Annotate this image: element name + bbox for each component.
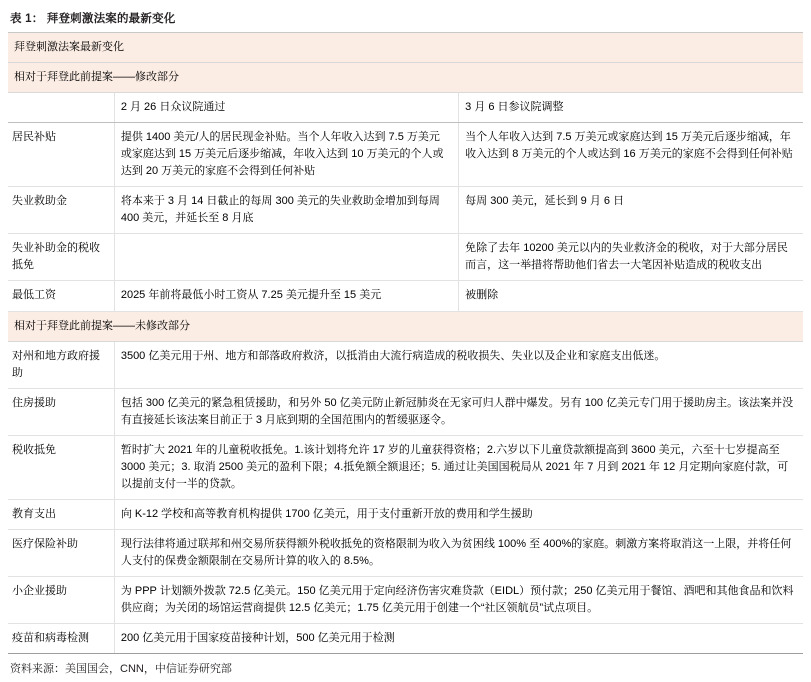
row-text: 3500 亿美元用于州、地方和部落政府救济，以抵消由大流行病造成的税收损失、失业以及企业和家庭支出低迷。 <box>114 341 803 388</box>
table-row <box>8 388 803 435</box>
table-row <box>8 499 803 529</box>
row-house-text <box>114 234 458 281</box>
column-header-senate: 3 月 6 日参议院调整 <box>459 93 803 123</box>
row-label: 最低工资 <box>8 281 114 311</box>
column-header-label <box>8 93 114 123</box>
table-row <box>8 529 803 576</box>
row-label: 税收抵免 <box>8 435 114 499</box>
row-label: 小企业援助 <box>8 577 114 624</box>
table-row <box>8 187 803 234</box>
row-text: 包括 300 亿美元的紧急租赁援助，和另外 50 亿美元防止新冠肺炎在无家可归人群中爆发。另有 100 亿美元专门用于援助房主。该法案并没有直接延长该法案目前正于 3 月底到期的全国范围内的暂缓驱逐令。 <box>114 388 803 435</box>
row-text: 向 K-12 学校和高等教育机构提供 1700 亿美元，用于支付重新开放的费用和学生援助 <box>114 499 803 529</box>
source-note: 资料来源：美国国会，CNN，中信证券研究部 <box>10 663 232 676</box>
row-senate-text: 每周 300 美元，延长到 9 月 6 日 <box>459 187 803 234</box>
row-house-text: 提供 1400 美元/人的居民现金补贴。当个人年收入达到 7.5 万美元或家庭达到 15 万美元后逐步缩减，年收入达到 10 万美元的个人或达到 20 万美元的家庭不会得到任何补贴 <box>114 123 458 187</box>
table-caption: 表 1： 拜登刺激法案的最新变化 <box>10 13 176 25</box>
row-label: 住房援助 <box>8 388 114 435</box>
table-title: 拜登刺激法案最新变化 <box>8 33 803 63</box>
section-title-unmodified: 相对于拜登此前提案——未修改部分 <box>8 311 803 341</box>
section-title-modified: 相对于拜登此前提案——修改部分 <box>8 63 803 93</box>
section-header-modified <box>8 63 803 93</box>
row-label: 居民补贴 <box>8 123 114 187</box>
row-label: 失业补助金的税收抵免 <box>8 234 114 281</box>
stimulus-comparison-table <box>8 32 803 654</box>
row-senate-text: 被删除 <box>459 281 803 311</box>
table-row <box>8 341 803 388</box>
table-row <box>8 123 803 187</box>
table-row <box>8 281 803 311</box>
table-row <box>8 577 803 624</box>
table-row <box>8 624 803 654</box>
row-senate-text: 当个人年收入达到 7.5 万美元或家庭达到 15 万美元后逐步缩减，年收入达到 8 万美元的个人或达到 16 万美元的家庭不会得到任何补贴 <box>459 123 803 187</box>
row-label: 医疗保险补助 <box>8 529 114 576</box>
row-text: 现行法律将通过联邦和州交易所获得额外税收抵免的资格限制为收入为贫困线 100% 至 400%的家庭。刺激方案将取消这一上限，并将任何人支付的保费金额限制在交易所计算的收入的 8.5%。 <box>114 529 803 576</box>
row-house-text: 将本来于 3 月 14 日截止的每周 300 美元的失业救助金增加到每周 400 美元，并延长至 8 月底 <box>114 187 458 234</box>
table-row <box>8 435 803 499</box>
row-text: 为 PPP 计划额外拨款 72.5 亿美元。150 亿美元用于定向经济伤害灾难贷款（EIDL）预付款；250 亿美元用于餐馆、酒吧和其他食品和饮料供应商；为关闭的场馆运营商提供 12.5 亿美元；1.75 亿美元用于创建一个“社区领航员”试点项目。 <box>114 577 803 624</box>
row-house-text: 2025 年前将最低小时工资从 7.25 美元提升至 15 美元 <box>114 281 458 311</box>
row-text: 200 亿美元用于国家疫苗接种计划，500 亿美元用于检测 <box>114 624 803 654</box>
column-header-house: 2 月 26 日众议院通过 <box>114 93 458 123</box>
row-label: 教育支出 <box>8 499 114 529</box>
row-text: 暂时扩大 2021 年的儿童税收抵免。1.该计划将允许 17 岁的儿童获得资格；2.六岁以下儿童贷款额提高到 3600 美元，六至十七岁提高至 3000 美元；3. 取消 2500 美元的盈利下限；4.抵免额全额退还；5. 通过让美国国税局从 2021 年 7 月到 2021 年 12 月定期向家庭付款，可以提前支付一半的贷款。 <box>114 435 803 499</box>
row-label: 失业救助金 <box>8 187 114 234</box>
row-label: 对州和地方政府援助 <box>8 341 114 388</box>
table-title-row <box>8 33 803 63</box>
column-header-row <box>8 93 803 123</box>
row-senate-text: 免除了去年 10200 美元以内的失业救济金的税收，对于大部分居民而言，这一举措将帮助他们省去一大笔因补贴造成的税收支出 <box>459 234 803 281</box>
row-label: 疫苗和病毒检测 <box>8 624 114 654</box>
section-header-unmodified <box>8 311 803 341</box>
table-row <box>8 234 803 281</box>
